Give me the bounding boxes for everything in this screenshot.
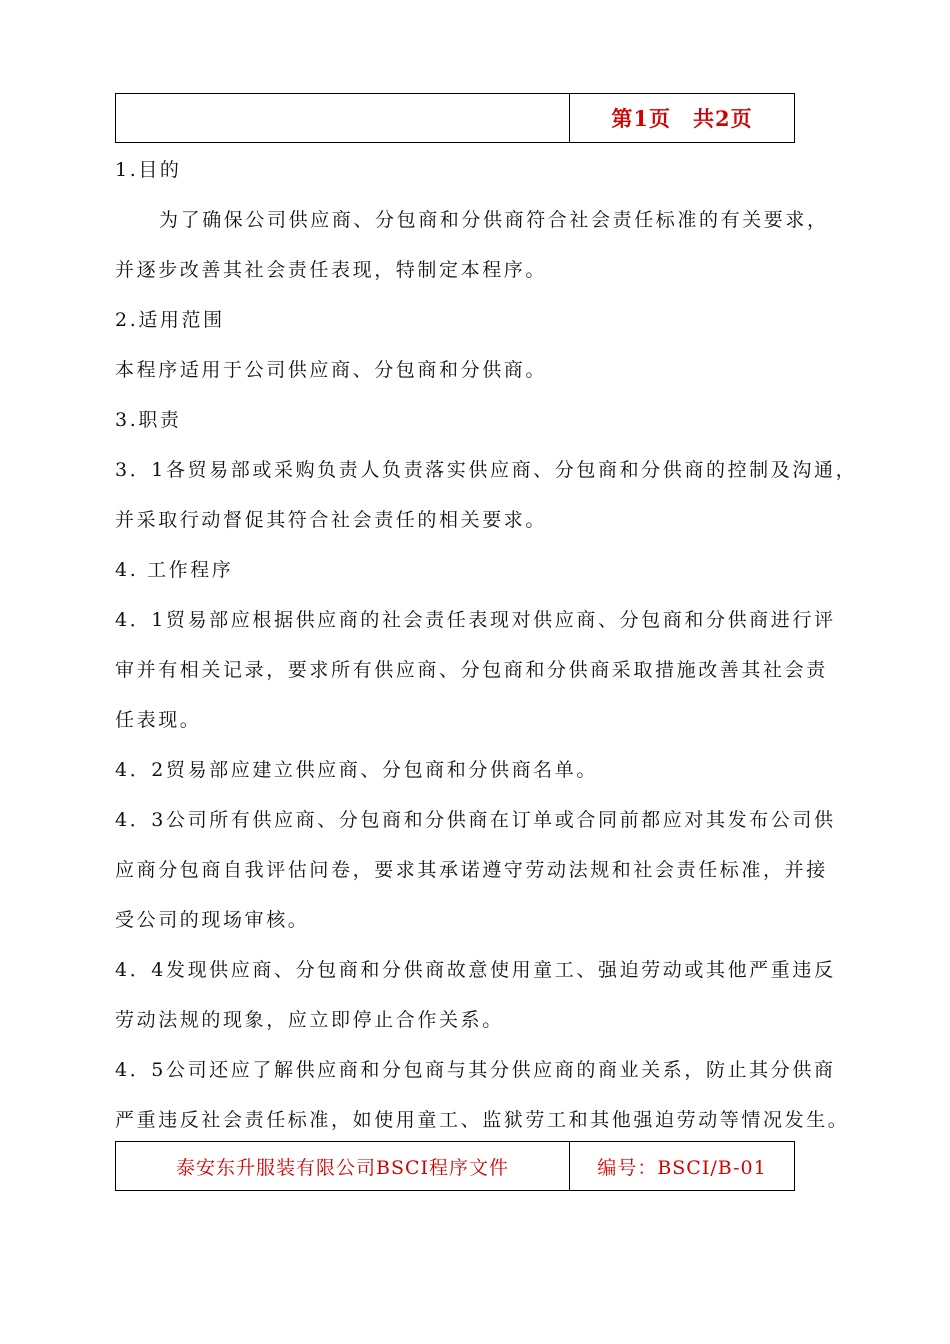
- section-heading-responsibility: 3.职责: [115, 409, 182, 431]
- document-number: 编号：BSCI/B-01: [597, 1156, 767, 1179]
- paragraph-line: 4．4发现供应商、分包商和分供商故意使用童工、强迫劳动或其他严重违反: [115, 959, 836, 981]
- section-heading-scope: 2.适用范围: [115, 309, 225, 331]
- page-current: 第1页: [611, 106, 671, 131]
- paragraph-line: 应商分包商自我评估问卷，要求其承诺遵守劳动法规和社会责任标准，并接: [115, 859, 828, 881]
- paragraph-line: 受公司的现场审核。: [115, 909, 310, 931]
- company-document-title: 泰安东升服装有限公司BSCI程序文件: [116, 1142, 570, 1190]
- paragraph-line: 3．1各贸易部或采购负责人负责落实供应商、分包商和分供商的控制及沟通，: [115, 459, 858, 481]
- section-heading-purpose: 1.目的: [115, 159, 182, 181]
- header-table: [115, 93, 795, 143]
- page-number-cell: [570, 94, 794, 142]
- paragraph-line: 本程序适用于公司供应商、分包商和分供商。: [115, 359, 548, 381]
- paragraph-line: 4．3公司所有供应商、分包商和分供商在订单或合同前都应对其发布公司供: [115, 809, 836, 831]
- paragraph-line: 4．1贸易部应根据供应商的社会责任表现对供应商、分包商和分供商进行评: [115, 609, 836, 631]
- paragraph-line: 4．2贸易部应建立供应商、分包商和分供商名单。: [115, 759, 598, 781]
- paragraph-line: 任表现。: [115, 709, 202, 731]
- paragraph-line: 并采取行动督促其符合社会责任的相关要求。: [115, 509, 548, 531]
- paragraph-line: 为了确保公司供应商、分包商和分供商符合社会责任标准的有关要求，: [159, 209, 829, 231]
- section-heading-procedure: 4. 工作程序: [115, 559, 234, 581]
- paragraph-line: 审并有相关记录，要求所有供应商、分包商和分供商采取措施改善其社会责: [115, 659, 828, 681]
- paragraph-line: 劳动法规的现象，应立即停止合作关系。: [115, 1009, 504, 1031]
- paragraph-line: 4．5公司还应了解供应商和分包商与其分供应商的商业关系，防止其分供商: [115, 1059, 836, 1081]
- footer-table: [115, 1141, 795, 1191]
- paragraph-line: 严重违反社会责任标准，如使用童工、监狱劳工和其他强迫劳动等情况发生。: [115, 1109, 850, 1131]
- paragraph-line: 并逐步改善其社会责任表现，特制定本程序。: [115, 259, 548, 281]
- header-blank-cell: [116, 94, 570, 142]
- page-total: 共2页: [693, 106, 753, 131]
